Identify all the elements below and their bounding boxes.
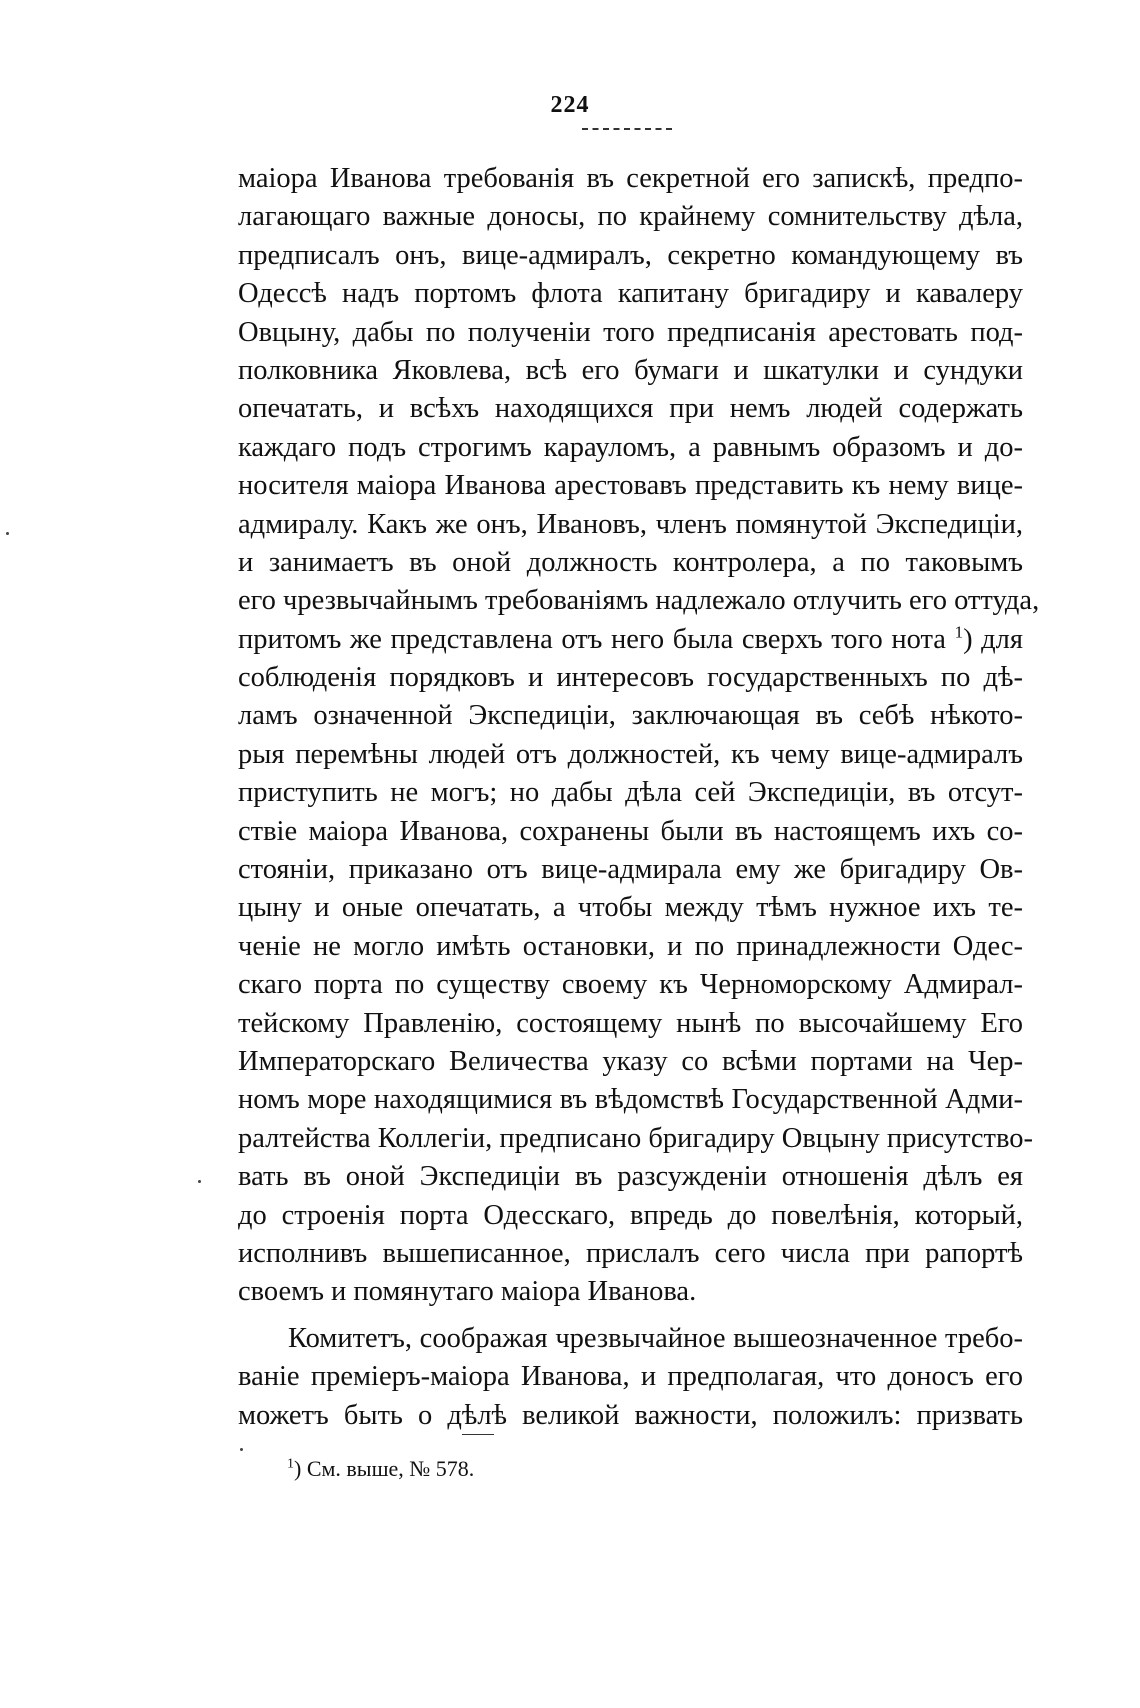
text-line-with-footnote	[238, 621, 1023, 659]
text-line: предписалъ онъ, вице-адмиралъ, секретно командующему въ	[238, 239, 1023, 271]
page-number: 224	[550, 92, 590, 118]
text-line: опечатать, и всѣхъ находящихся при немъ людей содержать	[238, 393, 1023, 425]
page-number-rule	[582, 128, 672, 130]
text-line: своемъ и помянутаго маiора Иванова.	[238, 1276, 697, 1308]
text-line: полковника Яковлева, всѣ его бумаги и шкатулки и сундуки	[238, 354, 1023, 386]
text-line: стоянiи, приказано отъ вице-адмирала ему же бригадиру Ов-	[238, 854, 1023, 886]
text-line: ченiе не могло имѣть остановки, и по принадлежности Одес-	[238, 930, 1023, 962]
footnote-reference[interactable]: 1	[954, 622, 964, 642]
text-line: ламъ означенной Экспедицiи, заключающая въ себѣ нѣкото-	[238, 700, 1023, 732]
text-line: ванiе премiеръ-маiора Иванова, и предполагая, что доносъ его	[238, 1361, 1023, 1393]
text-line: Комитетъ, соображая чрезвычайное вышеозначенное требо-	[288, 1322, 1023, 1354]
text-line: соблюденiя порядковъ и интересовъ государственныхъ по дѣ-	[238, 662, 1023, 694]
footnote-text: См. выше, № 578.	[306, 1456, 475, 1481]
text-line: до строенiя порта Одесскаго, впредь до повелѣнiя, который,	[238, 1199, 1023, 1231]
text-line: и занимаетъ въ оной должность контролера, а по таковымъ	[238, 546, 1023, 578]
footnote-divider	[462, 1434, 494, 1435]
text-line: Одессѣ надъ портомъ флота капитану бригадиру и кавалеру	[238, 278, 1023, 310]
text-line: Овцыну, дабы по полученiи того предписанiя арестовать под-	[238, 316, 1023, 348]
text-line: каждаго подъ строгимъ карауломъ, а равнымъ образомъ и до-	[238, 431, 1023, 463]
text-line: Императорскаго Величества указу со всѣми портами на Чер-	[238, 1045, 1023, 1077]
footnote-marker: 1	[287, 1456, 294, 1472]
text-line: тейскому Правленiю, состоящему нынѣ по высочайшему Его	[238, 1007, 1023, 1039]
text-line: можетъ быть о дѣлѣ великой важности, положилъ: призвать	[238, 1399, 1023, 1431]
text-line: носителя маiора Иванова арестовавъ представить къ нему вице-	[238, 470, 1023, 502]
text-line: рыя перемѣны людей отъ должностей, къ чему вице-адмиралъ	[238, 738, 1023, 770]
body-text	[238, 160, 1040, 1435]
text-line: его чрезвычайнымъ требованiямъ надлежало отлучить его оттуда,	[238, 585, 1040, 617]
text-line: ралтейства Коллегiи, предписано бригадиру Овцыну присутство-	[238, 1122, 1034, 1154]
paragraph-1	[238, 160, 1040, 1312]
text-line: скаго порта по существу своему къ Черноморскому Адмирал-	[238, 969, 1023, 1001]
text-line-part: для	[981, 623, 1024, 655]
text-line: адмиралу. Какъ же онъ, Ивановъ, членъ помянутой Экспедицiи,	[238, 508, 1023, 540]
footnote-paren: )	[294, 1456, 302, 1481]
margin-speck	[198, 1180, 201, 1183]
margin-speck	[240, 1448, 243, 1451]
text-line-part: притомъ же представлена отъ него была сверхъ того нота	[238, 623, 946, 655]
paragraph-2	[238, 1320, 1023, 1435]
text-line: номъ море находящимися въ вѣдомствѣ Государственной Адми-	[238, 1084, 1023, 1116]
text-line: лагающаго важные доносы, по крайнему сомнительству дѣла,	[238, 201, 1023, 233]
text-line: исполнивъ вышеписанное, прислалъ сего числа при рапортѣ	[238, 1237, 1023, 1269]
footnote	[287, 1456, 474, 1482]
text-line: приступить не могъ; но дабы дѣла сей Экспедицiи, въ отсут-	[238, 777, 1023, 809]
margin-speck	[6, 532, 9, 535]
text-line: ствiе маiора Иванова, сохранены были въ настоящемъ ихъ со-	[238, 815, 1023, 847]
text-line: цыну и оные опечатать, а чтобы между тѣмъ нужное ихъ те-	[238, 892, 1023, 924]
footnote-paren: )	[963, 623, 973, 655]
paragraph-gap	[238, 1312, 1023, 1320]
text-line: маiора Иванова требованiя въ секретной его запискѣ, предпо-	[238, 163, 1023, 194]
text-line: вать въ оной Экспедицiи въ разсужденiи отношенiя дѣлъ ея	[238, 1161, 1023, 1193]
